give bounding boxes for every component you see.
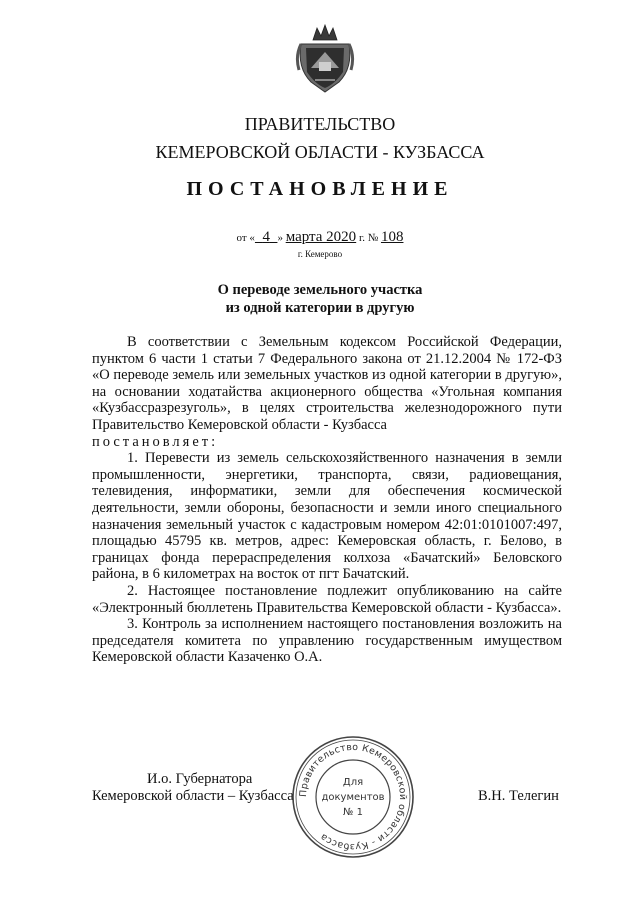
date-from-label: от «	[236, 232, 255, 244]
document-number: 108	[380, 229, 404, 245]
government-title: ПРАВИТЕЛЬСТВО	[244, 114, 396, 134]
signer-position-line-1: И.о. Губернатора	[147, 771, 253, 787]
date-year-suffix: г.	[358, 232, 365, 244]
document-type-title: ПОСТАНОВЛЕНИЕ	[186, 178, 454, 200]
subject-line-1: О переводе земельного участка	[217, 282, 423, 298]
region-title: КЕМЕРОВСКОЙ ОБЛАСТИ - КУЗБАССА	[155, 142, 485, 162]
date-month-year: марта 2020	[285, 229, 357, 245]
coat-of-arms-emblem	[295, 22, 355, 94]
city-name: г. Кемерово	[297, 249, 343, 259]
document-subject	[0, 281, 640, 317]
number-label: №	[367, 232, 379, 244]
date-close-quote: »	[277, 232, 283, 244]
stamp-center-line-1: Для	[342, 777, 364, 788]
stamp-ring-text: Правительство Кемеровской области - Кузбасса	[297, 741, 409, 853]
signer-position-line-2: Кемеровской области – Кузбасса	[92, 788, 294, 804]
item-2-paragraph: 2. Настоящее постановление подлежит опубликованию на сайте «Электронный бюллетень Правительства Кемеровской области - Кузбасса».	[92, 582, 562, 616]
stamp-center-line-3: № 1	[343, 807, 363, 818]
preamble-paragraph: В соответствии с Земельным кодексом Российской Федерации, пунктом 6 части 1 статьи 7 Федерального закона от 21.12.2004 № 172-ФЗ «О переводе земель или земельных участков из одной категории в другую», на основании ходатайства акционерного общества «Угольная компания «Кузбассразрезуголь», в целях строительства железнодорожного пути Правительство Кемеровской области - Кузбасса	[92, 334, 562, 433]
item-3-paragraph: 3. Контроль за исполнением настоящего постановления возложить на председателя комитета по управлению государственным имуществом Кемеровской области Казаченко О.А.	[92, 616, 562, 666]
item-1-paragraph: 1. Перевести из земель сельскохозяйственного назначения в земли промышленности, энергетики, транспорта, связи, радиовещания, телевидения, информатики, земли для обеспечения космической деятельности, земли обороны, безопасности и земли иного специального назначения земельный участок с кадастровым номером 42:01:0101007:497, площадью 45795 кв. метров, адрес: Кемеровская область, г. Белово, в границах фонда перераспределения колхоза «Бачатский» Беловского района, в 6 километрах на восток от пгт Бачатский.	[92, 450, 562, 583]
stamp-center-line-2: документов	[321, 792, 385, 803]
date-and-number-line	[0, 229, 640, 246]
resolves-word: постановляет:	[92, 433, 219, 450]
date-day: 4	[262, 229, 270, 245]
document-body	[92, 334, 562, 666]
subject-line-2: из одной категории в другую	[225, 300, 415, 316]
signer-name: В.Н. Телегин	[478, 788, 559, 804]
official-stamp	[289, 733, 417, 861]
